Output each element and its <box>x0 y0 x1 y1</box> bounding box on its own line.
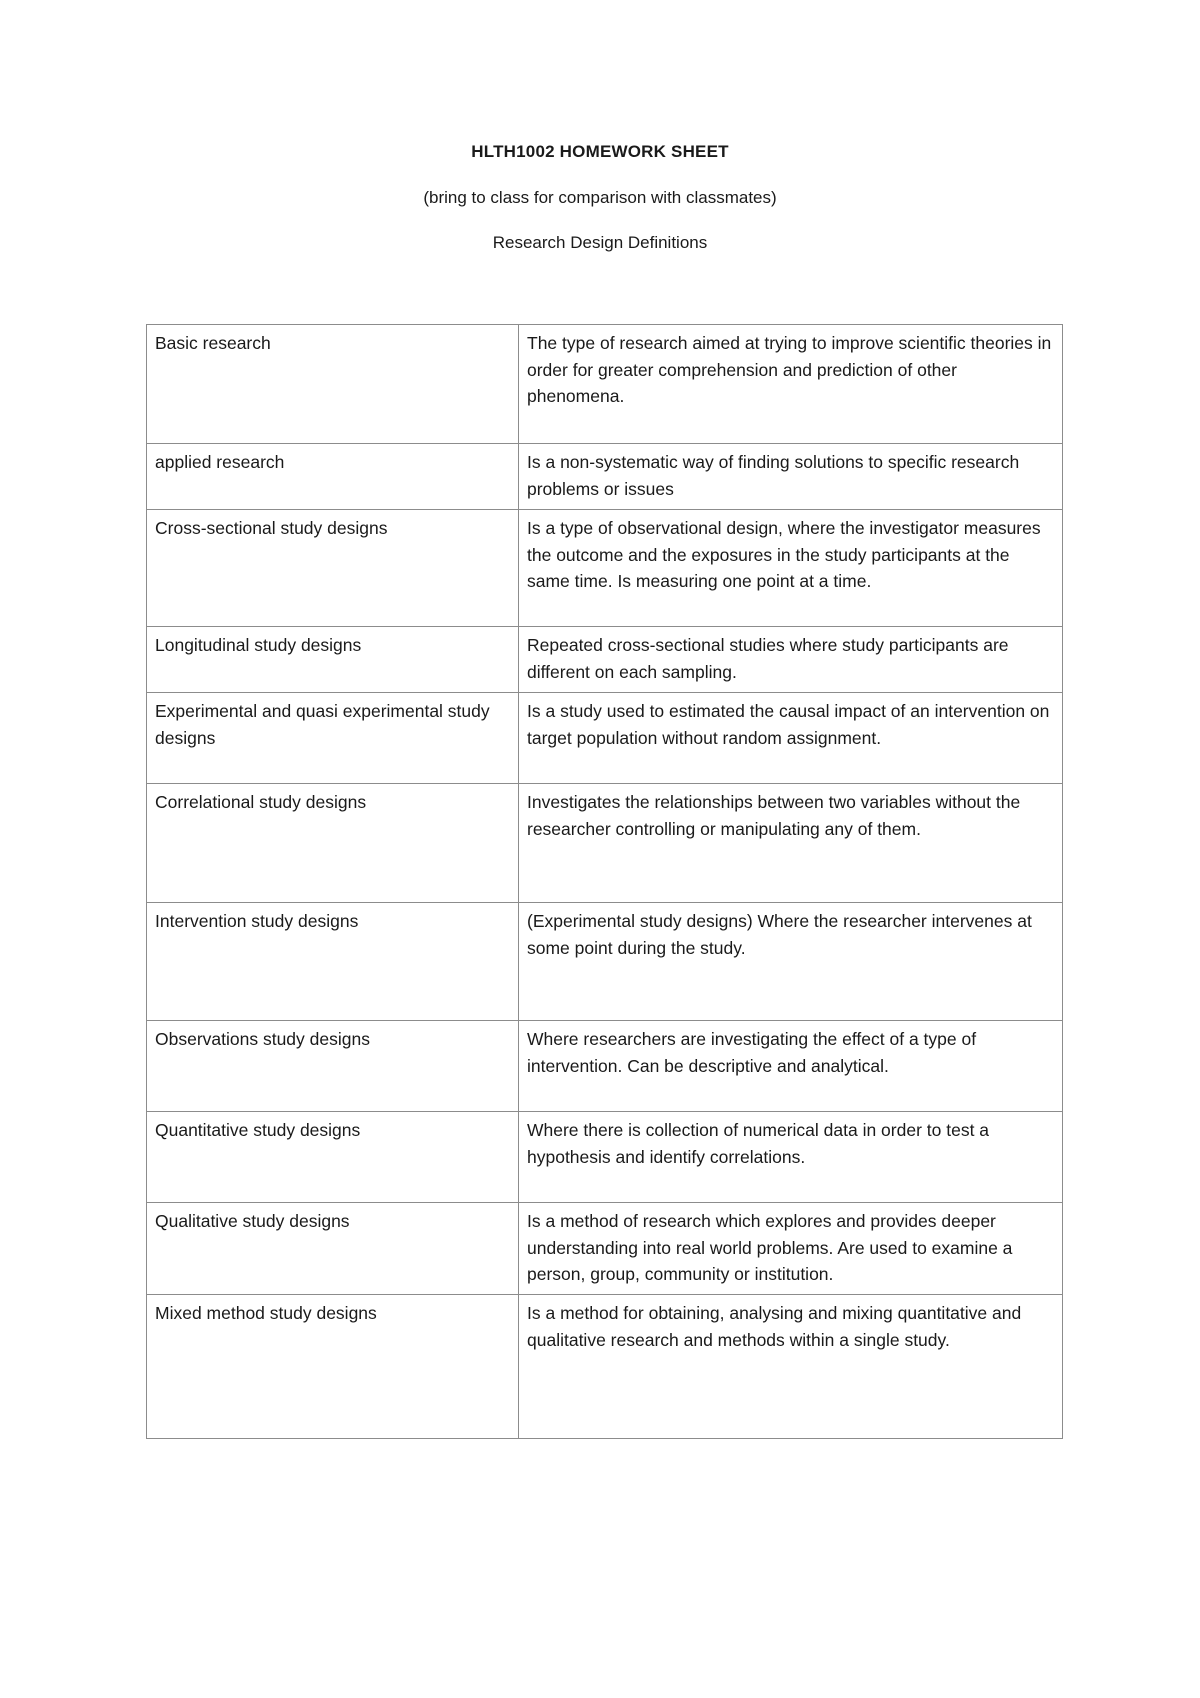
definition-cell: Is a non-systematic way of finding solutions to specific research problems or issues <box>519 444 1063 510</box>
term-cell: Qualitative study designs <box>147 1203 519 1295</box>
table-row <box>147 1112 1063 1203</box>
term-cell: Quantitative study designs <box>147 1112 519 1203</box>
term-cell: applied research <box>147 444 519 510</box>
table-row <box>147 1295 1063 1439</box>
term-cell: Cross-sectional study designs <box>147 510 519 627</box>
document-subtitle: (bring to class for comparison with classmates) <box>423 188 777 207</box>
term-cell: Intervention study designs <box>147 903 519 1021</box>
definition-cell: Repeated cross-sectional studies where study participants are different on each sampling. <box>519 627 1063 693</box>
term-cell: Longitudinal study designs <box>147 627 519 693</box>
table-row <box>147 693 1063 784</box>
definition-cell: Is a method for obtaining, analysing and mixing quantitative and qualitative research and methods within a single study. <box>519 1295 1063 1439</box>
table-row <box>147 784 1063 903</box>
definition-cell: Is a method of research which explores and provides deeper understanding into real world problems. Are used to examine a person, group, community or institution. <box>519 1203 1063 1295</box>
section-heading: Research Design Definitions <box>492 233 708 252</box>
definition-cell: Is a type of observational design, where the investigator measures the outcome and the exposures in the study participants at the same time. Is measuring one point at a time. <box>519 510 1063 627</box>
term-cell: Mixed method study designs <box>147 1295 519 1439</box>
definitions-table <box>146 324 1063 1439</box>
table-row <box>147 903 1063 1021</box>
definition-cell: Is a study used to estimated the causal impact of an intervention on target population without random assignment. <box>519 693 1063 784</box>
document-title: HLTH1002 HOMEWORK SHEET <box>471 142 729 161</box>
table-row <box>147 1021 1063 1112</box>
term-cell: Correlational study designs <box>147 784 519 903</box>
definition-cell: The type of research aimed at trying to improve scientific theories in order for greater comprehension and prediction of other phenomena. <box>519 325 1063 444</box>
definition-cell: Where there is collection of numerical data in order to test a hypothesis and identify correlations. <box>519 1112 1063 1203</box>
term-cell: Basic research <box>147 325 519 444</box>
definition-cell: (Experimental study designs) Where the researcher intervenes at some point during the study. <box>519 903 1063 1021</box>
table-row <box>147 510 1063 627</box>
term-cell: Experimental and quasi experimental study designs <box>147 693 519 784</box>
term-cell: Observations study designs <box>147 1021 519 1112</box>
table-row <box>147 444 1063 510</box>
definition-cell: Where researchers are investigating the effect of a type of intervention. Can be descriptive and analytical. <box>519 1021 1063 1112</box>
table-row <box>147 1203 1063 1295</box>
table-row <box>147 325 1063 444</box>
definition-cell: Investigates the relationships between two variables without the researcher controlling or manipulating any of them. <box>519 784 1063 903</box>
table-row <box>147 627 1063 693</box>
